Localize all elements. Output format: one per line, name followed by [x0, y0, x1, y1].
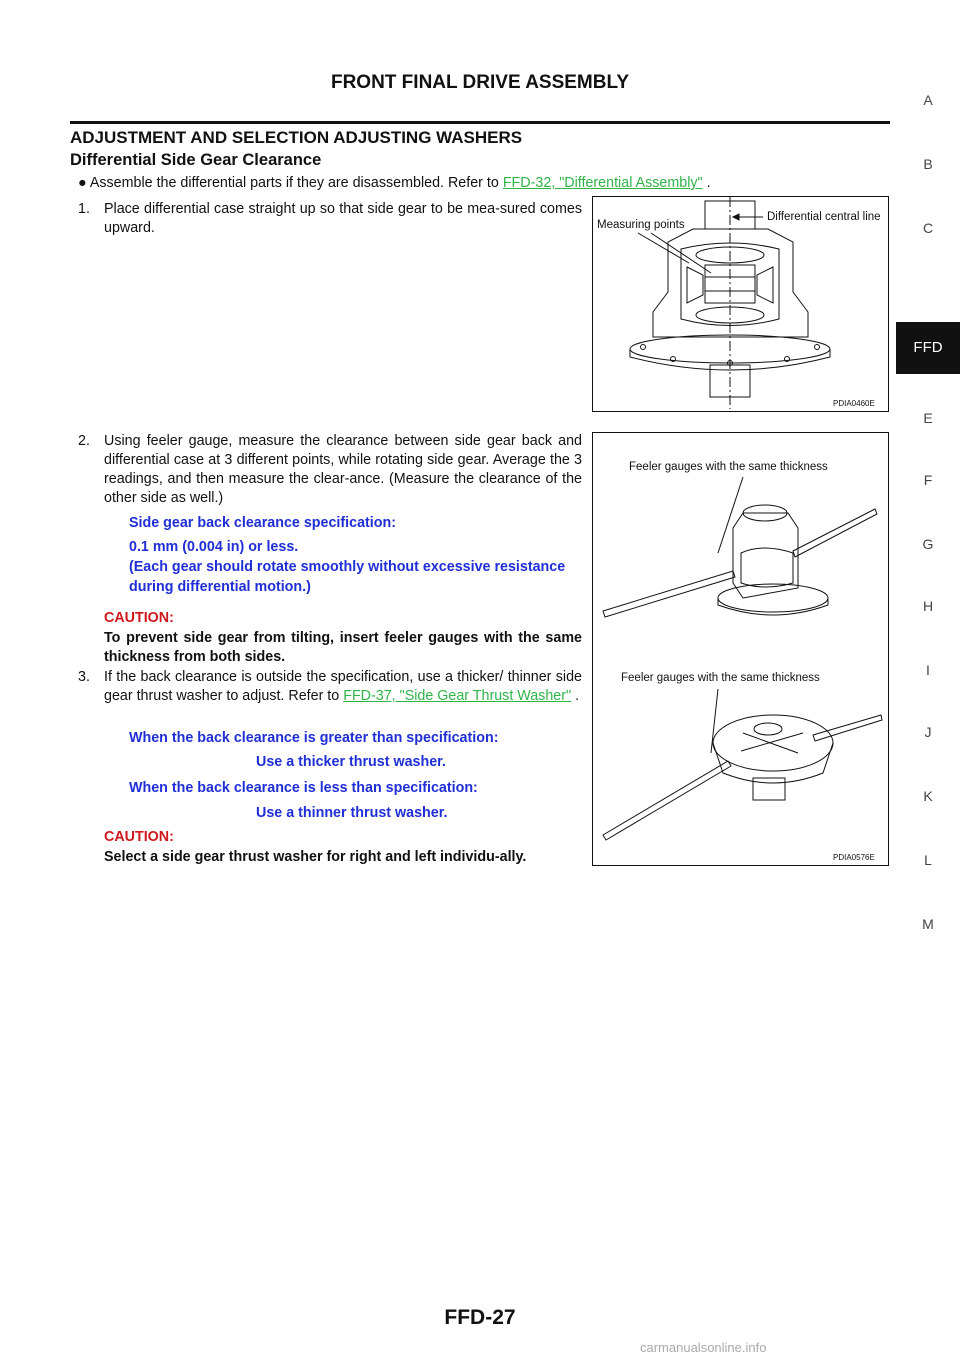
condition-greater: When the back clearance is greater than specification: — [129, 730, 499, 746]
step3-tail: . — [575, 688, 580, 704]
caution-text-2: Select a side gear thrust washer for right and left individu-ally. — [104, 849, 527, 865]
bullet-icon: ● — [78, 175, 87, 191]
step3-text-main: If the back clearance is outside the specification, use a thicker/ thinner side gear thrust washer to adjust. Refer to — [104, 669, 582, 704]
figure-differential-case — [592, 196, 889, 412]
tab-i[interactable]: I — [926, 662, 930, 678]
label-differential-central-line: Differential central line — [767, 211, 881, 223]
link-side-gear-thrust-washer[interactable]: FFD-37, "Side Gear Thrust Washer" — [343, 688, 572, 704]
feeler-gauges-illustration — [593, 433, 888, 865]
tab-e[interactable]: E — [923, 410, 933, 426]
tab-f[interactable]: F — [923, 472, 933, 488]
bullet-tail: . — [706, 175, 711, 191]
tab-g[interactable]: G — [922, 536, 934, 552]
caution-label: CAUTION: — [104, 610, 174, 626]
figure-feeler-gauges — [592, 432, 889, 866]
spec-label: Side gear back clearance specification: — [129, 515, 396, 531]
tab-k[interactable]: K — [923, 788, 933, 804]
spec-value: 0.1 mm (0.004 in) or less. — [129, 539, 299, 555]
page-number: FFD-27 — [444, 1306, 516, 1329]
step2-number: 2. — [78, 433, 90, 449]
step2-text: Using feeler gauge, measure the clearance between side gear back and differential case at 3 different points, while rotating side gear. Average the 3 readings, and then measure the clear-ance. (Measure the clearance of the other side as well.) — [104, 433, 582, 506]
link-differential-assembly[interactable]: FFD-32, "Differential Assembly" — [502, 175, 703, 191]
bullet-item — [78, 174, 878, 193]
page-header: FRONT FINAL DRIVE ASSEMBLY — [330, 72, 630, 93]
condition-less: When the back clearance is less than specification: — [129, 780, 478, 796]
bullet-text: Assemble the differential parts if they are disassembled. Refer to — [89, 175, 499, 191]
tab-c[interactable]: C — [922, 220, 934, 236]
action-thicker: Use a thicker thrust washer. — [256, 754, 446, 770]
tab-a[interactable]: A — [923, 92, 933, 108]
tab-m[interactable]: M — [922, 916, 934, 932]
label-feeler-gauges-bottom: Feeler gauges with the same thickness — [621, 672, 820, 684]
tab-b[interactable]: B — [923, 156, 933, 172]
label-feeler-gauges-top: Feeler gauges with the same thickness — [629, 461, 828, 473]
figure-id-2: PDIA0576E — [833, 853, 875, 862]
subsection-title: Differential Side Gear Clearance — [70, 151, 322, 169]
header-rule — [70, 121, 890, 124]
tab-h[interactable]: H — [922, 598, 934, 614]
tab-ffd[interactable]: FFD — [896, 322, 960, 374]
figure-id: PDIA0460E — [833, 399, 875, 408]
step1-number: 1. — [78, 201, 90, 217]
step1-text: Place differential case straight up so that side gear to be mea-sured comes upward. — [104, 201, 582, 236]
action-thinner: Use a thinner thrust washer. — [256, 805, 448, 821]
step3-number: 3. — [78, 669, 90, 685]
spec-note: (Each gear should rotate smoothly without excessive resistance during differential motion.) — [129, 559, 566, 595]
watermark: carmanualsonline.info — [640, 1340, 767, 1355]
caution-text: To prevent side gear from tilting, insert feeler gauges with the same thickness from both sides. — [104, 630, 582, 665]
step3-text — [104, 668, 582, 706]
label-measuring-points: Measuring points — [597, 219, 685, 231]
caution-label-2: CAUTION: — [104, 829, 174, 845]
tab-l[interactable]: L — [924, 852, 932, 868]
section-title: ADJUSTMENT AND SELECTION ADJUSTING WASHERS — [70, 128, 523, 147]
tab-j[interactable]: J — [924, 724, 932, 740]
